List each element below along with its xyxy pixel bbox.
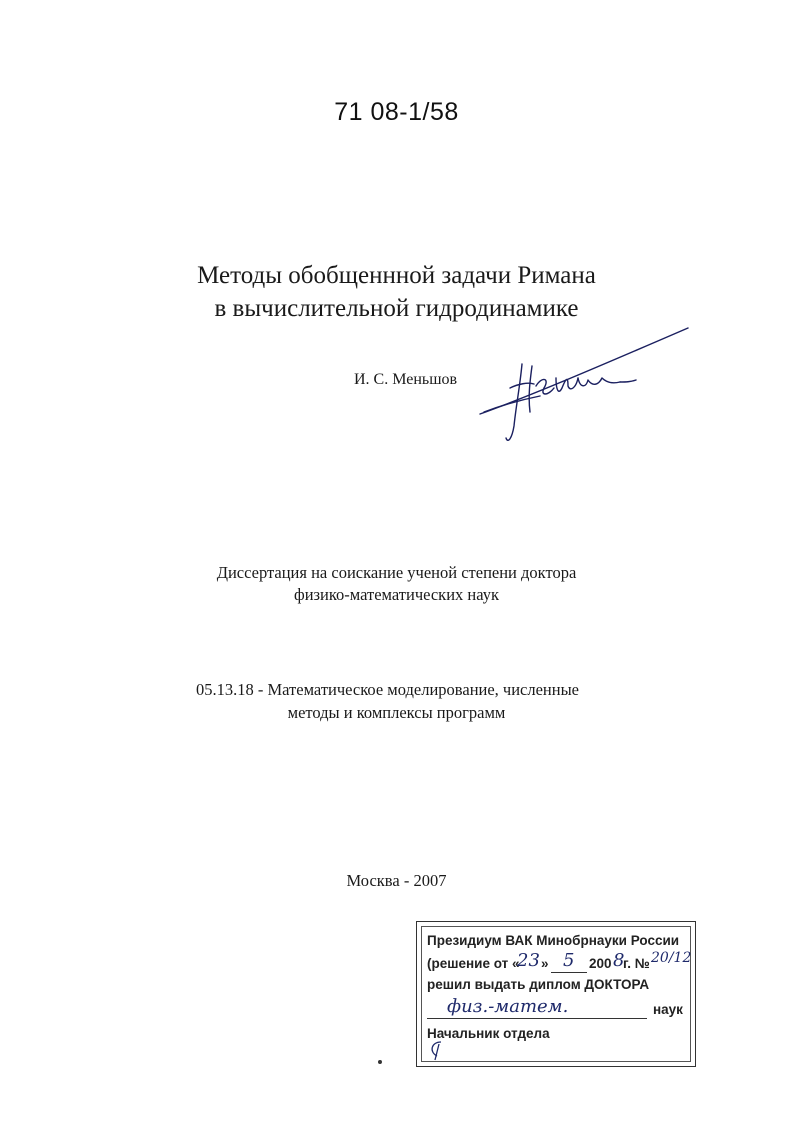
stamp-initials [425, 1040, 455, 1062]
stamp-field-suffix: наук [653, 1002, 683, 1017]
author-name: И. С. Меньшов [354, 371, 458, 388]
vak-stamp [416, 921, 696, 1067]
dissertation-line-2: физико-математических наук [294, 585, 499, 604]
specialty-line-2: методы и комплексы программ [287, 703, 506, 722]
stamp-decision-prefix: (решение от « [427, 956, 520, 971]
title-line-1: Методы обобщеннной задачи Римана [197, 262, 596, 289]
stamp-month: 5 [563, 950, 575, 971]
speck [378, 1060, 382, 1064]
stamp-number-label: г. № [623, 956, 650, 971]
city-year: Москва - 2007 [346, 871, 447, 890]
archive-code: 71 08-1/58 [334, 98, 459, 126]
dissertation-line-1: Диссертация на соискание ученой степени доктора [216, 563, 577, 582]
stamp-quote-close: » [541, 956, 549, 971]
stamp-line-3: решил выдать диплом ДОКТОРА [427, 977, 650, 992]
stamp-year-prefix: 200 [589, 956, 612, 971]
author-signature [470, 326, 690, 446]
title-line-2: в вычислительной гидродинамике [214, 295, 579, 322]
stamp-number: 20/12 [651, 950, 692, 966]
stamp-year-suffix: 8 [613, 950, 625, 971]
stamp-line-1: Президиум ВАК Минобрнауки России [427, 933, 680, 948]
stamp-line-5: Начальник отдела [427, 1026, 550, 1041]
specialty-line-1: 05.13.18 - Математическое моделирование, численные [196, 680, 580, 699]
stamp-field-handwritten: физ.-матем. [447, 996, 569, 1017]
stamp-day: 23 [517, 950, 540, 971]
